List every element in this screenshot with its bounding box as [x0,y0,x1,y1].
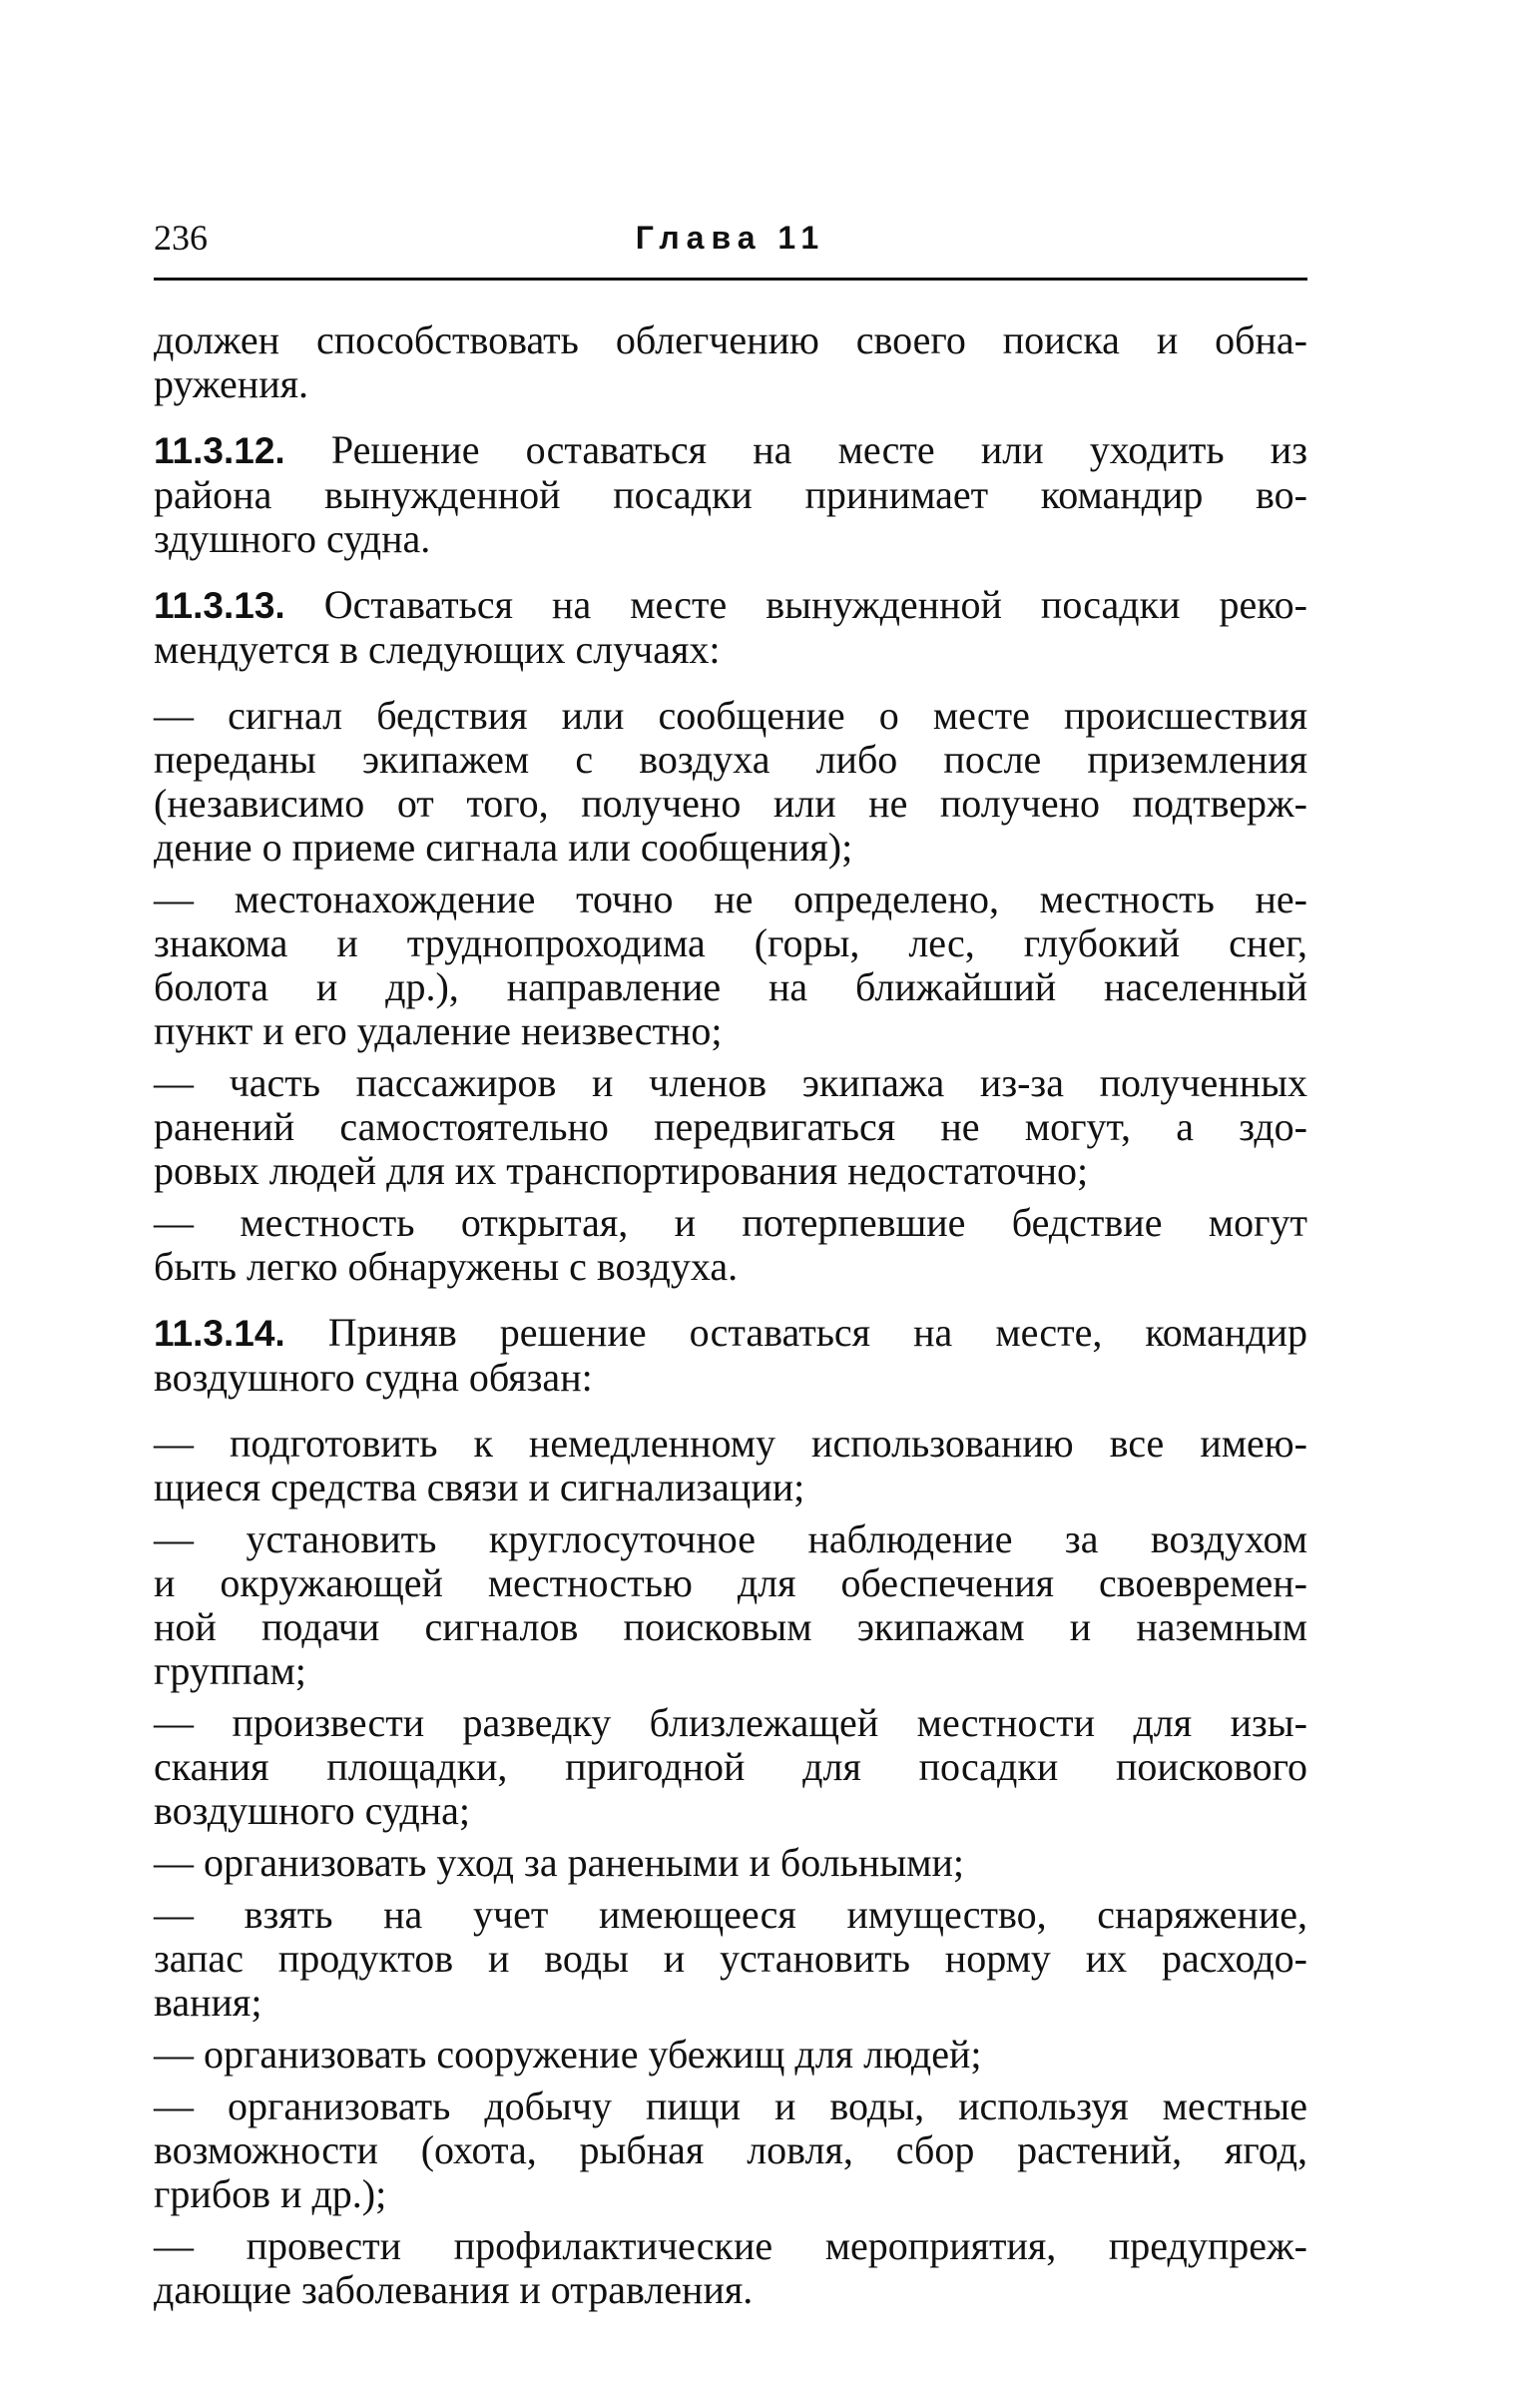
line-text: знакома и труднопроходима (горы, лес, глубокий снег, [154,920,1307,965]
line-text: Оставаться на месте вынужденной посадки реко- [284,582,1307,627]
line-text: — взять на учет имеющееся имущество, снаряжение, [154,1892,1307,1937]
text-line [154,1311,1307,1356]
page-header [154,210,1307,266]
text-line [154,738,1307,782]
paragraph [154,1701,1307,1833]
paragraph [154,1311,1307,1400]
line-text: вания; [154,1980,262,2025]
paragraph [154,428,1307,561]
text-line [154,965,1307,1009]
text-line [154,517,1307,561]
text-line [154,1937,1307,1981]
line-text: запас продуктов и воды и установить норму их расходо- [154,1936,1307,1981]
line-text: воздушного судна обязан: [154,1355,593,1400]
text-line [154,1466,1307,1509]
line-text: Решение оставаться на месте или уходить из [284,427,1307,472]
line-text: — сигнал бедствия или сообщение о месте происшествия [154,693,1307,738]
paragraph [154,694,1307,870]
text-line [154,878,1307,921]
line-text: — организовать добычу пищи и воды, используя местные [154,2084,1307,2128]
paragraph [154,2033,1307,2077]
text-line [154,1605,1307,1649]
text-line [154,1745,1307,1789]
line-text: пункт и его удаление неизвестно; [154,1008,723,1053]
line-text: ранений самостоятельно передвигаться не могут, а здо- [154,1104,1307,1149]
line-text: группам; [154,1648,306,1693]
line-text: ровых людей для их транспортирования недостаточно; [154,1148,1089,1193]
paragraph [154,318,1307,406]
line-text: — организовать уход за ранеными и больными; [154,1840,965,1885]
text-line [154,1561,1307,1605]
paragraph [154,2224,1307,2312]
book-page [154,210,1307,2334]
line-text: Приняв решение оставаться на месте, командир [284,1310,1307,1355]
text-line [154,826,1307,870]
text-line [154,2224,1307,2268]
running-head: Глава 11 [635,220,826,256]
text-line [154,473,1307,517]
text-line [154,1841,1307,1885]
paragraph [154,2085,1307,2216]
text-line [154,1201,1307,1245]
line-text: ной подачи сигналов поисковым экипажам и наземным [154,1604,1307,1649]
line-text: щиеся средства связи и сигнализации; [154,1465,805,1509]
text-line [154,782,1307,826]
text-line [154,2033,1307,2077]
text-line [154,1061,1307,1105]
text-line [154,1649,1307,1693]
line-text: воздушного судна; [154,1788,470,1833]
text-line [154,1981,1307,2025]
line-text: — установить круглосуточное наблюдение за воздухом [154,1516,1307,1561]
line-text: грибов и др.); [154,2171,387,2216]
line-text: — местность открытая, и потерпевшие бедствие могут [154,1200,1307,1245]
line-text: должен способствовать облегчению своего поиска и обна- [154,317,1307,362]
paragraph [154,1893,1307,2025]
text-line [154,1893,1307,1937]
line-text: ружения. [154,361,309,406]
line-text: дающие заболевания и отравления. [154,2267,754,2312]
line-text: болота и др.), направление на ближайший населенный [154,964,1307,1009]
text-line [154,2172,1307,2216]
line-text: здушного судна. [154,516,431,561]
paragraph [154,1841,1307,1885]
text-line [154,2085,1307,2128]
text-line [154,318,1307,362]
text-line [154,1517,1307,1561]
paragraph [154,878,1307,1053]
section-number: 11.3.13. [154,585,285,626]
paragraph [154,583,1307,672]
paragraph [154,1201,1307,1289]
section-number: 11.3.14. [154,1313,285,1354]
line-text: быть легко обнаружены с воздуха. [154,1244,739,1289]
line-text: — организовать сооружение убежищ для людей; [154,2032,982,2077]
line-text: — произвести разведку близлежащей местности для изы- [154,1700,1307,1745]
paragraph [154,1422,1307,1509]
page-number: 236 [154,218,208,258]
line-text: (независимо от того, получено или не получено подтверж- [154,781,1307,826]
header-rule [154,278,1307,281]
text-line [154,628,1307,672]
line-text: скания площадки, пригодной для посадки поискового [154,1744,1307,1789]
text-line [154,1105,1307,1149]
text-line [154,1245,1307,1289]
line-text: — провести профилактические мероприятия, предупреж- [154,2223,1307,2268]
text-line [154,362,1307,406]
text-line [154,1701,1307,1745]
text-line [154,1009,1307,1053]
paragraph [154,1517,1307,1693]
paragraph [154,1061,1307,1193]
text-line [154,1789,1307,1833]
line-text: — подготовить к немедленному использованию все имею- [154,1421,1307,1466]
text-line [154,2268,1307,2312]
text-line [154,1149,1307,1193]
text-line [154,694,1307,738]
line-text: мендуется в следующих случаях: [154,627,721,672]
text-line [154,2128,1307,2172]
body-text [154,318,1307,2312]
line-text: дение о приеме сигнала или сообщения); [154,825,853,870]
text-line [154,428,1307,473]
text-line [154,921,1307,965]
line-text: переданы экипажем с воздуха либо после приземления [154,737,1307,782]
section-number: 11.3.12. [154,430,285,471]
line-text: — местонахождение точно не определено, местность не- [154,877,1307,921]
line-text: района вынужденной посадки принимает командир во- [154,472,1307,517]
line-text: возможности (охота, рыбная ловля, сбор растений, ягод, [154,2127,1307,2172]
text-line [154,1422,1307,1466]
text-line [154,1356,1307,1400]
text-line [154,583,1307,628]
line-text: и окружающей местностью для обеспечения своевремен- [154,1560,1307,1605]
line-text: — часть пассажиров и членов экипажа из-за полученных [154,1060,1307,1105]
